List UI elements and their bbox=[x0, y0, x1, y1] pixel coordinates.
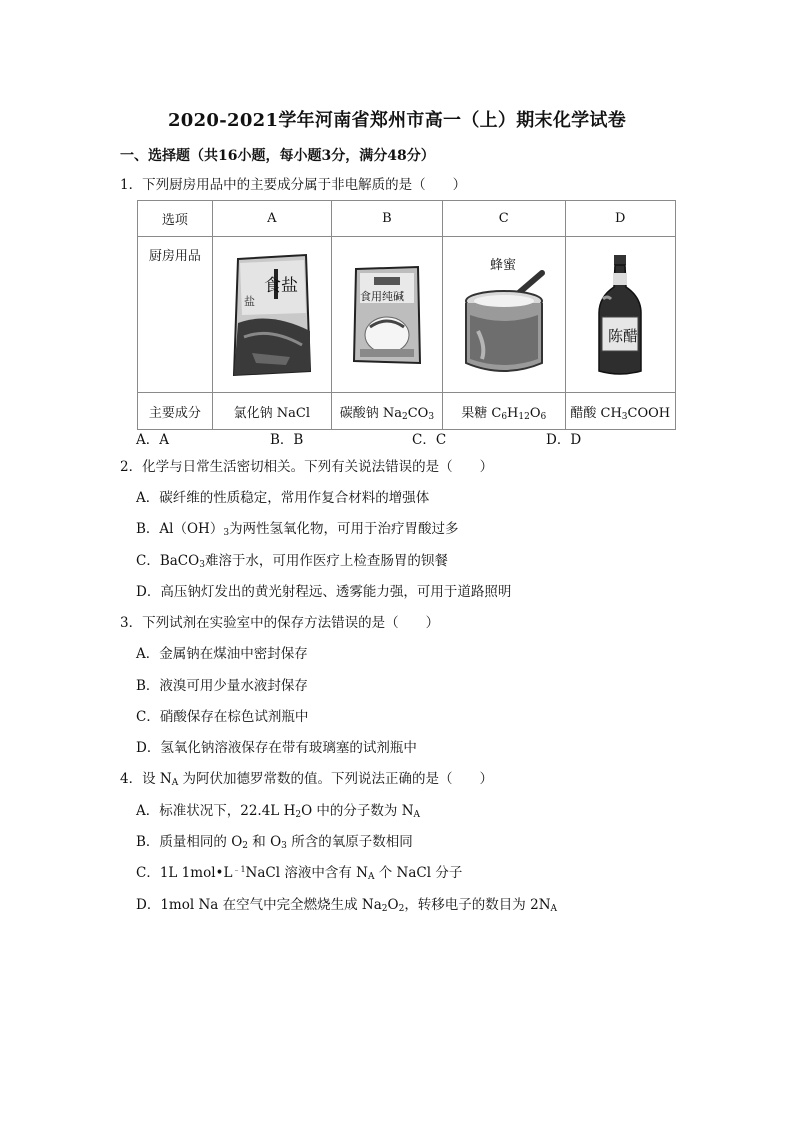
header-d: D bbox=[565, 201, 675, 237]
cell-image-c bbox=[442, 237, 565, 393]
q1-answer-d: D．D bbox=[546, 432, 582, 448]
question-1-table bbox=[137, 200, 676, 430]
vinegar-bottle-icon bbox=[595, 253, 645, 377]
soda-bag-icon bbox=[352, 265, 422, 365]
question-2-stem: 2．化学与日常生活密切相关。下列有关说法错误的是（ ） bbox=[120, 459, 494, 475]
component-a-text: 氯化钠 NaCl bbox=[233, 405, 310, 421]
table-header-row bbox=[138, 201, 676, 237]
q4-option-a: A．标准状况下，22.4L $H_2O$ 中的分子数为 $N_A$ bbox=[136, 803, 421, 820]
salt-bag-text: 食盐 bbox=[263, 275, 298, 296]
salt-bag-icon bbox=[230, 253, 314, 377]
cell-image-a bbox=[212, 237, 331, 393]
honey-jar-text: 蜂蜜 bbox=[489, 257, 516, 273]
cell-image-b bbox=[331, 237, 442, 393]
component-d: 醋酸 $CH_3COOH$ bbox=[565, 393, 675, 430]
cell-image-d bbox=[565, 237, 675, 393]
row-label-kitchen-items: 厨房用品 bbox=[138, 237, 213, 393]
question-3-stem: 3．下列试剂在实验室中的保存方法错误的是（ ） bbox=[120, 615, 440, 631]
q1-answer-c: C．C bbox=[412, 432, 447, 448]
soda-bag-text: 食用纯碱 bbox=[359, 289, 404, 303]
vinegar-label-text: 陈醋 bbox=[608, 326, 639, 345]
q3-option-b: B．液溴可用少量水液封保存 bbox=[136, 678, 308, 694]
question-4-stem: 4．设 $N_A$ 为阿伏加德罗常数的值。下列说法正确的是（ ） bbox=[120, 771, 493, 788]
section-heading: 一、选择题（共16小题，每小题3分，满分48分） bbox=[120, 148, 435, 164]
svg-text:盐: 盐 bbox=[243, 294, 255, 308]
component-c: 果糖 $C_6H_{12}O_6$ bbox=[442, 393, 565, 430]
header-option-label: 选项 bbox=[138, 201, 213, 237]
component-a bbox=[212, 393, 331, 430]
q3-option-d: D．氢氧化钠溶液保存在带有玻璃塞的试剂瓶中 bbox=[136, 740, 417, 756]
q3-option-c: C．硝酸保存在棕色试剂瓶中 bbox=[136, 709, 309, 725]
header-b: B bbox=[331, 201, 442, 237]
q2-option-c: C．BaCO$_3$难溶于水，可用作医疗上检查肠胃的钡餐 bbox=[136, 553, 448, 570]
q1-answer-a: A．A bbox=[136, 432, 169, 448]
table-image-row bbox=[138, 237, 676, 393]
honey-jar-icon bbox=[456, 251, 552, 379]
component-b: 碳酸钠 $Na_2CO_3$ bbox=[331, 393, 442, 430]
header-c: C bbox=[442, 201, 565, 237]
q1-answer-b: B．B bbox=[270, 432, 304, 448]
q4-option-c: C．1L $1mol•L^{﹣1}NaCl$ 溶液中含有 $N_A$ 个 NaCl 分子 bbox=[136, 865, 463, 882]
question-1-stem: 1．下列厨房用品中的主要成分属于非电解质的是（ ） bbox=[120, 177, 467, 193]
q2-option-a: A．碳纤维的性质稳定，常用作复合材料的增强体 bbox=[136, 490, 430, 506]
table-component-row bbox=[138, 393, 676, 430]
exam-title: 2020-2021学年河南省郑州市高一（上）期末化学试卷 bbox=[167, 110, 627, 131]
q3-option-a: A．金属钠在煤油中密封保存 bbox=[136, 646, 308, 662]
q4-option-b: B．质量相同的 $O_2$ 和 $O_3$ 所含的氧原子数相同 bbox=[136, 834, 413, 851]
q4-option-d: D．1mol Na 在空气中完全燃烧生成 $Na_2O_2$，转移电子的数目为 $2N_A$ bbox=[136, 897, 558, 914]
row-label-main-component: 主要成分 bbox=[138, 393, 213, 430]
q2-option-b: B．$Al(OH)_3$为两性氢氧化物，可用于治疗胃酸过多 bbox=[136, 521, 459, 538]
header-a: A bbox=[212, 201, 331, 237]
q2-option-d: D．高压钠灯发出的黄光射程远、透雾能力强，可用于道路照明 bbox=[136, 584, 512, 600]
